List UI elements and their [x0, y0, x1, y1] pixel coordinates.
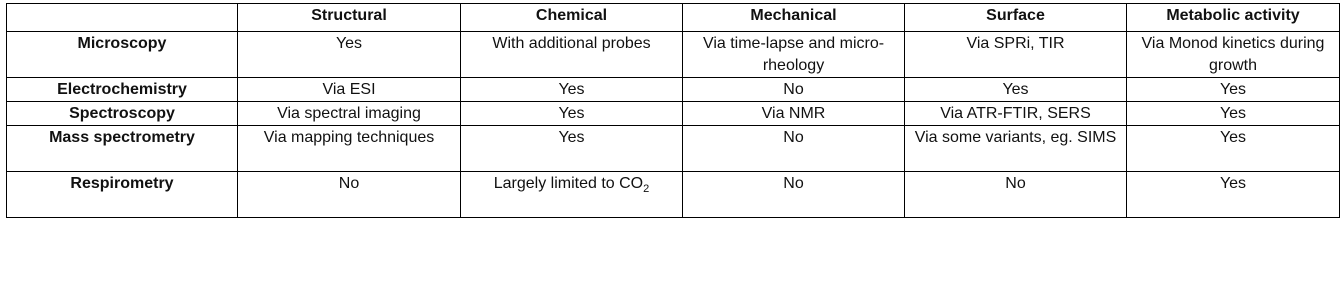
cell-metabolic: Yes: [1127, 126, 1340, 172]
cell-chemical: Yes: [461, 102, 683, 126]
table-row: [7, 32, 1340, 78]
header-metabolic-activity: Metabolic activity: [1127, 4, 1340, 32]
cell-metabolic: Via Monod kinetics during growth: [1127, 32, 1340, 78]
cell-surface: Via some variants, eg. SIMS: [905, 126, 1127, 172]
cell-structural: Yes: [238, 32, 461, 78]
cell-chemical: [461, 172, 683, 218]
cell-surface: Via ATR-FTIR, SERS: [905, 102, 1127, 126]
row-label-microscopy: Microscopy: [7, 32, 238, 78]
cell-structural: No: [238, 172, 461, 218]
row-label-electrochemistry: Electrochemistry: [7, 78, 238, 102]
cell-mechanical: Via NMR: [683, 102, 905, 126]
row-label-respirometry: Respirometry: [7, 172, 238, 218]
cell-structural: Via ESI: [238, 78, 461, 102]
cell-structural: Via spectral imaging: [238, 102, 461, 126]
cell-mechanical: No: [683, 126, 905, 172]
table-row: [7, 126, 1340, 172]
table-header-row: [7, 4, 1340, 32]
subscript-two: 2: [643, 183, 650, 196]
cell-metabolic: Yes: [1127, 102, 1340, 126]
header-mechanical: Mechanical: [683, 4, 905, 32]
table-row: [7, 172, 1340, 218]
cell-surface: No: [905, 172, 1127, 218]
cell-mechanical: No: [683, 78, 905, 102]
header-corner: [7, 4, 238, 32]
capability-table: [6, 3, 1340, 218]
cell-mechanical: No: [683, 172, 905, 218]
cell-surface: Yes: [905, 78, 1127, 102]
table-row: [7, 102, 1340, 126]
table-row: [7, 78, 1340, 102]
header-surface: Surface: [905, 4, 1127, 32]
header-chemical: Chemical: [461, 4, 683, 32]
cell-metabolic: Yes: [1127, 78, 1340, 102]
cell-mechanical: Via time-lapse and micro-rheology: [683, 32, 905, 78]
row-label-mass-spectrometry: Mass spectrometry: [7, 126, 238, 172]
row-label-spectroscopy: Spectroscopy: [7, 102, 238, 126]
header-structural: Structural: [238, 4, 461, 32]
cell-chemical: Yes: [461, 126, 683, 172]
cell-metabolic: Yes: [1127, 172, 1340, 218]
cell-surface: Via SPRi, TIR: [905, 32, 1127, 78]
cell-chemical: Yes: [461, 78, 683, 102]
cell-structural: Via mapping techniques: [238, 126, 461, 172]
cell-chemical-text: Largely limited to CO: [493, 175, 644, 192]
cell-chemical: With additional probes: [461, 32, 683, 78]
